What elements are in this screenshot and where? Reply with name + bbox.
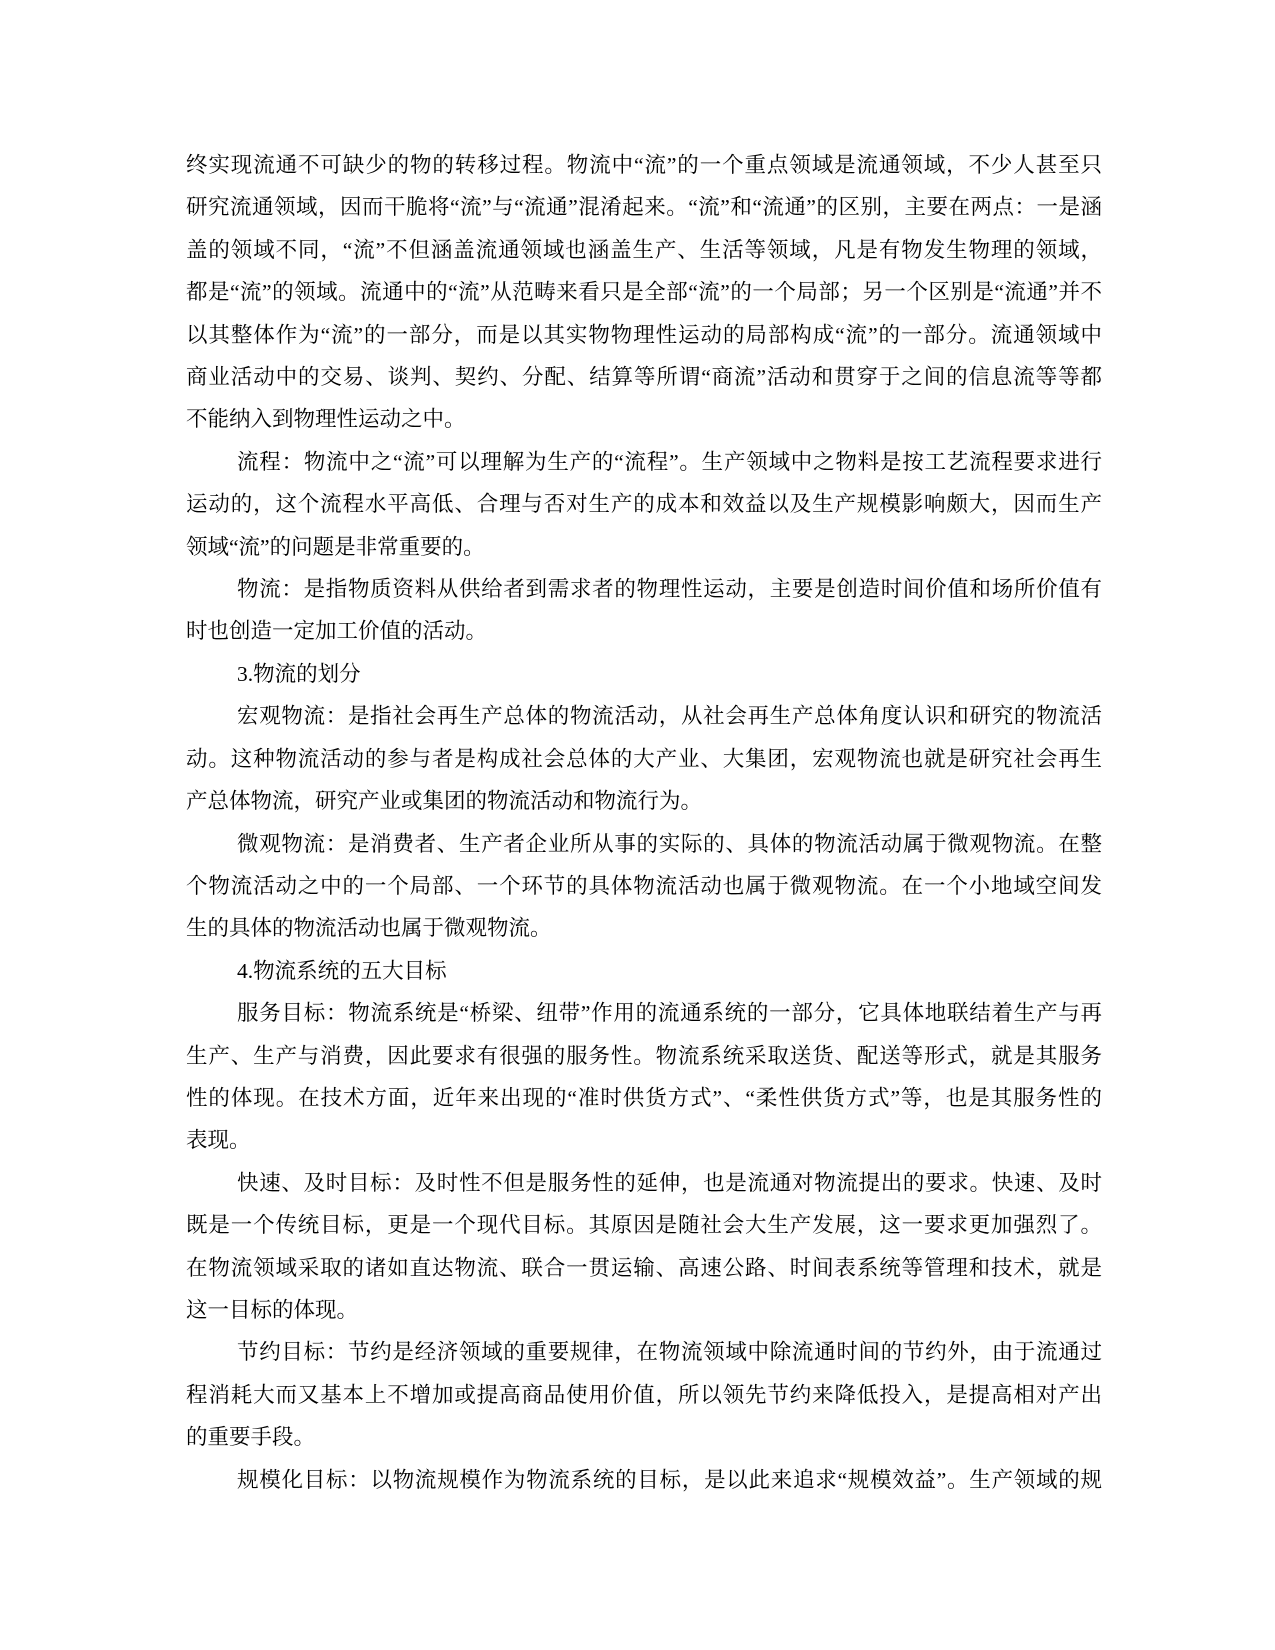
text-line: 快速、及时目标：及时性不但是服务性的延伸，也是流通对物流提出的要求。快速、及时 [237, 1170, 1102, 1195]
text-line: 生的具体的物流活动也属于微观物流。 [186, 916, 552, 941]
document-text-block [186, 144, 1102, 1501]
text-line: 盖的领域不同，“流”不但涵盖流通领域也涵盖生产、生活等领域，凡是有物发生物理的领域， [186, 237, 1102, 262]
para-continuation-flow-vs-circulation [186, 144, 1102, 441]
text-line: 规模化目标：以物流规模作为物流系统的目标，是以此来追求“规模效益”。生产领域的规 [237, 1467, 1102, 1492]
para-heading-3-division [186, 653, 1102, 695]
para-heading-4-five-goals [186, 950, 1102, 992]
text-line: 服务目标：物流系统是“桥梁、纽带”作用的流通系统的一部分，它具体地联结着生产与再 [237, 1001, 1102, 1026]
text-line: 性的体现。在技术方面，近年来出现的“准时供货方式”、“柔性供货方式”等，也是其服务性的 [186, 1085, 1102, 1110]
para-speed-timeliness-goal [186, 1162, 1102, 1332]
para-liucheng-definition [186, 441, 1102, 568]
text-line: 既是一个传统目标，更是一个现代目标。其原因是随社会大生产发展，这一要求更加强烈了。 [186, 1213, 1102, 1238]
text-line: 宏观物流：是指社会再生产总体的物流活动，从社会再生产总体角度认识和研究的物流活 [237, 704, 1102, 729]
text-line: 都是“流”的领域。流通中的“流”从范畴来看只是全部“流”的一个局部；另一个区别是“流通”并不 [186, 280, 1102, 305]
text-line: 生产、生产与消费，因此要求有很强的服务性。物流系统采取送货、配送等形式，就是其服务 [186, 1043, 1102, 1068]
text-line: 时也创造一定加工价值的活动。 [186, 619, 488, 644]
text-line: 表现。 [186, 1128, 251, 1153]
text-line: 领域“流”的问题是非常重要的。 [186, 534, 485, 559]
text-line: 程消耗大而又基本上不增加或提高商品使用价值，所以领先节约来降低投入，是提高相对产出 [186, 1382, 1102, 1407]
text-line: 这一目标的体现。 [186, 1297, 359, 1322]
text-line: 个物流活动之中的一个局部、一个环节的具体物流活动也属于微观物流。在一个小地域空间发 [186, 873, 1102, 898]
para-macro-logistics [186, 695, 1102, 822]
para-service-goal [186, 992, 1102, 1162]
para-saving-goal [186, 1331, 1102, 1458]
text-line: 终实现流通不可缺少的物的转移过程。物流中“流”的一个重点领域是流通领域，不少人甚至只 [186, 153, 1102, 177]
text-line: 以其整体作为“流”的一部分，而是以其实物物理性运动的局部构成“流”的一部分。流通领域中 [186, 322, 1102, 347]
para-scale-goal [186, 1459, 1102, 1501]
text-line: 节约目标：节约是经济领域的重要规律，在物流领域中除流通时间的节约外，由于流通过 [237, 1340, 1102, 1365]
text-line: 产总体物流，研究产业或集团的物流活动和物流行为。 [186, 789, 703, 814]
text-line: 运动的，这个流程水平高低、合理与否对生产的成本和效益以及生产规模影响颇大，因而生产 [186, 492, 1102, 517]
text-line: 4.物流系统的五大目标 [237, 958, 447, 983]
text-line: 动。这种物流活动的参与者是构成社会总体的大产业、大集团，宏观物流也就是研究社会再生 [186, 746, 1102, 771]
text-line: 在物流领域采取的诸如直达物流、联合一贯运输、高速公路、时间表系统等管理和技术，就是 [186, 1255, 1102, 1280]
text-line: 微观物流：是消费者、生产者企业所从事的实际的、具体的物流活动属于微观物流。在整 [237, 831, 1102, 856]
text-line: 物流：是指物质资料从供给者到需求者的物理性运动，主要是创造时间价值和场所价值有 [237, 577, 1102, 602]
text-line: 流程：物流中之“流”可以理解为生产的“流程”。生产领域中之物料是按工艺流程要求进行 [237, 449, 1102, 474]
para-micro-logistics [186, 823, 1102, 950]
text-line: 的重要手段。 [186, 1425, 316, 1450]
text-line: 研究流通领域，因而干脆将“流”与“流通”混淆起来。“流”和“流通”的区别，主要在两点：一是涵 [186, 195, 1102, 220]
text-line: 3.物流的划分 [237, 661, 361, 686]
para-wuliu-definition [186, 568, 1102, 653]
text-line: 商业活动中的交易、谈判、契约、分配、结算等所谓“商流”活动和贯穿于之间的信息流等等都 [186, 365, 1102, 390]
text-line: 不能纳入到物理性运动之中。 [186, 407, 466, 432]
